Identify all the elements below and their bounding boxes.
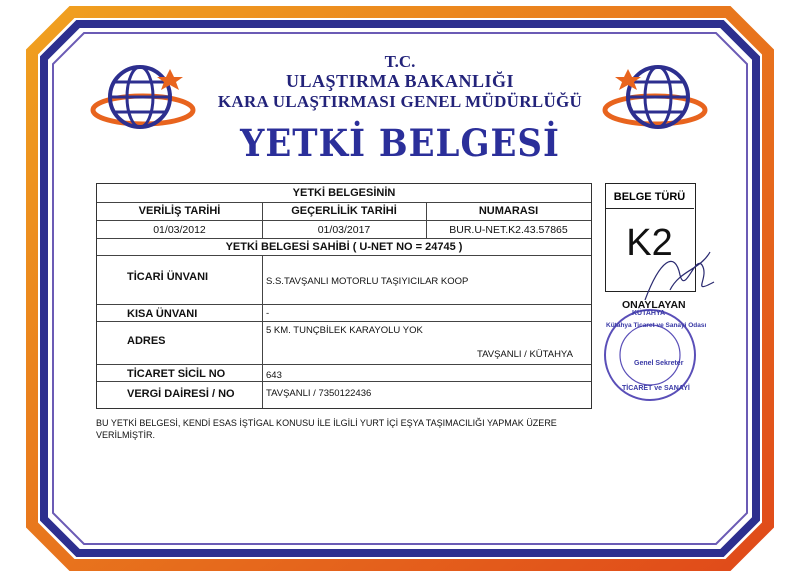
short-name-value: -: [266, 308, 270, 319]
document-type-divider: [605, 208, 694, 209]
valid-date-value: 01/03/2017: [317, 224, 371, 236]
trade-name-label: TİCARİ ÜNVANI: [127, 271, 209, 283]
header-directorate: KARA ULAŞTIRMASI GENEL MÜDÜRLÜĞÜ: [217, 92, 583, 111]
permit-info-table: [96, 183, 592, 409]
address-label: ADRES: [127, 335, 166, 347]
document-type-label: BELGE TÜRÜ: [613, 191, 686, 203]
issue-date-header: VERİLİŞ TARİHİ: [138, 205, 221, 217]
address-line1: 5 KM. TUNÇBİLEK KARAYOLU YOK: [266, 325, 423, 336]
trade-name-value: S.S.TAVŞANLI MOTORLU TAŞIYICILAR KOOP: [266, 276, 469, 287]
tax-value: TAVŞANLI / 7350122436: [266, 388, 372, 399]
permit-statement: BU YETKİ BELGESİ, KENDİ ESAS İŞTİGAL KONUSU İLE İLGİLİ YURT İÇİ EŞYA TAŞIMACILIĞI YAPMAK ÜZERE VERİLMİŞTİR.: [96, 418, 557, 440]
registry-label: TİCARET SİCİL NO: [127, 368, 226, 380]
short-name-label: KISA ÜNVANI: [127, 308, 198, 320]
document-title: YETKİ BELGESİ: [240, 122, 560, 166]
section-title: YETKİ BELGESİNİN: [292, 187, 396, 199]
document-type-value: K2: [626, 222, 673, 264]
header-ministry: ULAŞTIRMA BAKANLIĞI: [285, 71, 515, 91]
address-line2: TAVŞANLI / KÜTAHYA: [477, 349, 573, 360]
number-header: NUMARASI: [478, 205, 539, 217]
owner-header: YETKİ BELGESİ SAHİBİ ( U-NET NO = 24745 ): [225, 241, 463, 253]
stamp-text-title: Genel Sekreter: [634, 360, 684, 367]
stamp-text-org: Kütahya Ticaret ve Sanayi Odası: [606, 322, 707, 329]
issue-date-value: 01/03/2012: [153, 224, 206, 236]
header-tc: T.C.: [384, 52, 416, 71]
valid-date-header: GEÇERLİLİK TARİHİ: [291, 205, 397, 217]
registry-value: 643: [266, 370, 282, 381]
tax-label: VERGİ DAİRESİ / NO: [127, 388, 235, 400]
stamp-text-bottom: TİCARET ve SANAYİ: [622, 385, 690, 392]
approval-label: ONAYLAYAN: [622, 299, 686, 311]
number-value: BUR.U-NET.K2.43.57865: [449, 224, 568, 236]
stamp-text-top: KÜTAHYA: [632, 310, 666, 317]
